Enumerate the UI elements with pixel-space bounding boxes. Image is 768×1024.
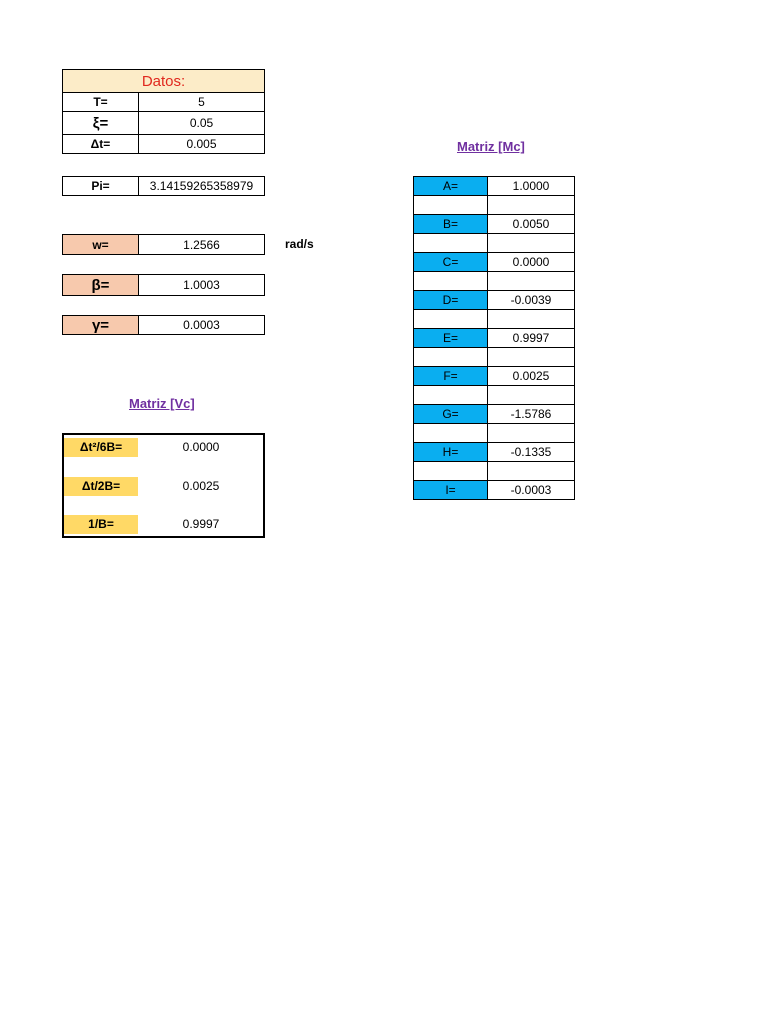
w-table (62, 234, 265, 255)
mc-value-h[interactable]: -0.1335 (488, 443, 575, 462)
mc-empty-cell[interactable] (488, 348, 575, 367)
mc-label-d: D= (414, 291, 488, 310)
datos-table (62, 69, 265, 154)
mc-value-g[interactable]: -1.5786 (488, 405, 575, 424)
mc-empty-cell[interactable] (414, 424, 488, 443)
vc-label-1: Δt/2B= (64, 477, 138, 496)
beta-label: β= (63, 275, 139, 296)
mc-empty-cell[interactable] (414, 234, 488, 253)
gamma-label: γ= (63, 316, 139, 335)
mc-empty-cell[interactable] (488, 272, 575, 291)
vc-row-1 (64, 477, 263, 496)
mc-label-i: I= (414, 481, 488, 500)
beta-table (62, 274, 265, 296)
mc-empty-cell[interactable] (414, 310, 488, 329)
mc-empty-cell[interactable] (414, 272, 488, 291)
mc-value-i[interactable]: -0.0003 (488, 481, 575, 500)
mc-label-g: G= (414, 405, 488, 424)
mc-empty-cell[interactable] (488, 196, 575, 215)
mc-empty-cell[interactable] (488, 386, 575, 405)
mc-title[interactable]: Matriz [Mc] (457, 139, 525, 154)
datos-value-t[interactable]: 5 (139, 93, 265, 112)
vc-row-2 (64, 515, 263, 534)
w-label: w= (63, 235, 139, 255)
vc-value-1[interactable]: 0.0025 (182, 479, 220, 493)
vc-value-2[interactable]: 0.9997 (182, 517, 220, 531)
datos-value-xi[interactable]: 0.05 (139, 112, 265, 135)
gamma-value[interactable]: 0.0003 (139, 316, 265, 335)
datos-label-dt: Δt= (63, 135, 139, 154)
vc-value-0[interactable]: 0.0000 (182, 440, 220, 454)
vc-box (62, 433, 265, 538)
mc-label-h: H= (414, 443, 488, 462)
w-value[interactable]: 1.2566 (139, 235, 265, 255)
mc-label-f: F= (414, 367, 488, 386)
mc-value-e[interactable]: 0.9997 (488, 329, 575, 348)
pi-table (62, 176, 265, 196)
mc-table (413, 176, 575, 500)
mc-empty-cell[interactable] (488, 234, 575, 253)
datos-value-dt[interactable]: 0.005 (139, 135, 265, 154)
mc-value-a[interactable]: 1.0000 (488, 177, 575, 196)
w-unit: rad/s (285, 237, 314, 251)
mc-value-b[interactable]: 0.0050 (488, 215, 575, 234)
mc-empty-cell[interactable] (488, 462, 575, 481)
vc-label-0: Δt²/6B= (64, 438, 138, 457)
mc-empty-cell[interactable] (414, 462, 488, 481)
mc-label-b: B= (414, 215, 488, 234)
vc-row-0 (64, 438, 263, 457)
mc-empty-cell[interactable] (414, 196, 488, 215)
vc-label-2: 1/B= (64, 515, 138, 534)
mc-value-f[interactable]: 0.0025 (488, 367, 575, 386)
mc-value-d[interactable]: -0.0039 (488, 291, 575, 310)
beta-value[interactable]: 1.0003 (139, 275, 265, 296)
mc-empty-cell[interactable] (414, 348, 488, 367)
gamma-table (62, 315, 265, 335)
pi-value[interactable]: 3.14159265358979 (139, 177, 265, 196)
datos-label-xi: ξ= (63, 112, 139, 135)
mc-label-a: A= (414, 177, 488, 196)
mc-label-e: E= (414, 329, 488, 348)
mc-value-c[interactable]: 0.0000 (488, 253, 575, 272)
vc-title[interactable]: Matriz [Vc] (129, 396, 195, 411)
pi-label: Pi= (63, 177, 139, 196)
mc-empty-cell[interactable] (488, 424, 575, 443)
datos-title: Datos: (63, 70, 265, 93)
mc-empty-cell[interactable] (488, 310, 575, 329)
datos-label-t: T= (63, 93, 139, 112)
mc-empty-cell[interactable] (414, 386, 488, 405)
mc-label-c: C= (414, 253, 488, 272)
